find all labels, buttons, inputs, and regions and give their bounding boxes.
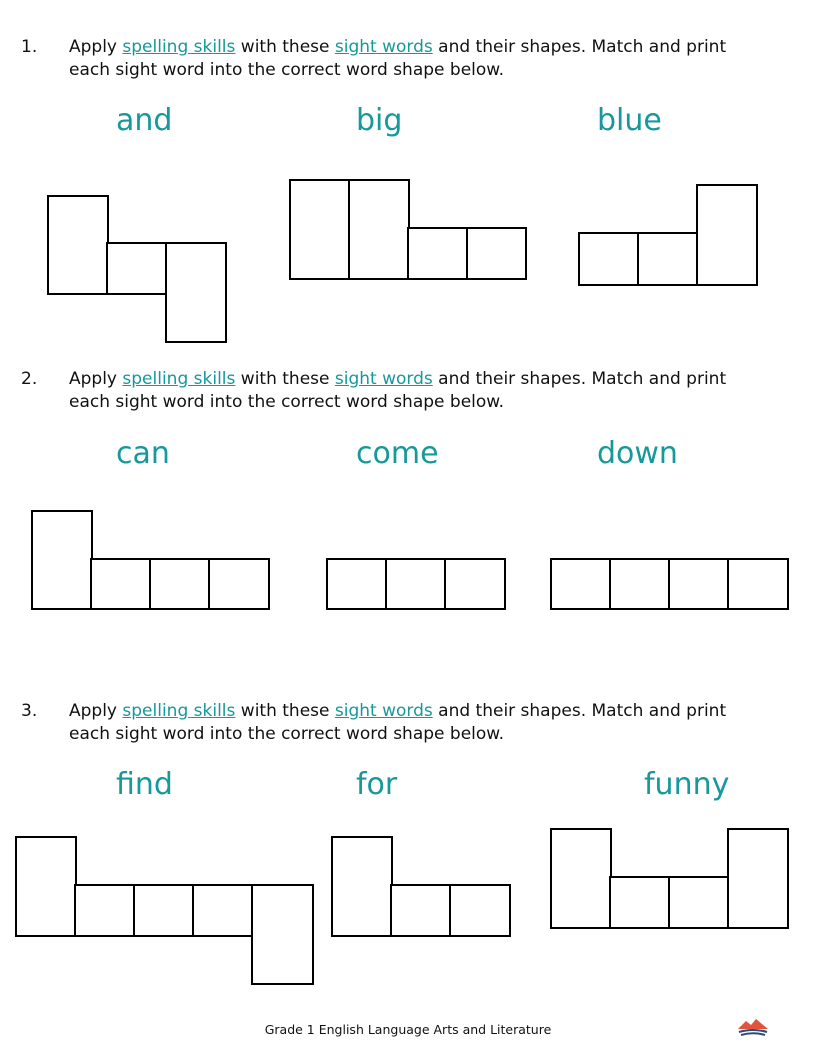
- letter-box[interactable]: [208, 558, 270, 610]
- letter-box[interactable]: [74, 884, 136, 937]
- sight-word: come: [356, 436, 439, 471]
- sight-word: blue: [597, 103, 662, 138]
- question-instructions: Apply spelling skills with these sight words and their shapes. Match and print each sight word into the correct word shape below.: [69, 701, 727, 744]
- question-number: 1.: [21, 37, 38, 57]
- letter-box[interactable]: [449, 884, 511, 937]
- letter-box[interactable]: [348, 179, 410, 280]
- letter-box[interactable]: [668, 558, 730, 610]
- letter-box[interactable]: [106, 242, 168, 295]
- letter-box[interactable]: [637, 232, 699, 286]
- letter-box[interactable]: [31, 510, 93, 610]
- letter-box[interactable]: [609, 558, 671, 610]
- question-instructions: Apply spelling skills with these sight words and their shapes. Match and print each sight word into the correct word shape below.: [69, 369, 727, 412]
- publisher-logo-icon: [736, 1016, 770, 1038]
- question-number: 2.: [21, 369, 38, 389]
- letter-box[interactable]: [331, 836, 393, 937]
- letter-box[interactable]: [668, 876, 730, 929]
- page-footer: Grade 1 English Language Arts and Literature: [264, 1022, 552, 1037]
- letter-box[interactable]: [385, 558, 447, 610]
- sight-word: down: [597, 436, 678, 471]
- letter-box[interactable]: [165, 242, 227, 343]
- sight-words-link[interactable]: sight words: [334, 701, 433, 721]
- letter-box[interactable]: [550, 828, 612, 929]
- letter-box[interactable]: [192, 884, 254, 937]
- letter-box[interactable]: [133, 884, 195, 937]
- letter-box[interactable]: [609, 876, 671, 929]
- letter-box[interactable]: [466, 227, 527, 280]
- sight-words-link[interactable]: sight words: [334, 37, 433, 57]
- sight-word: and: [116, 103, 173, 138]
- letter-box[interactable]: [289, 179, 351, 280]
- letter-box[interactable]: [696, 184, 758, 286]
- spelling-skills-link[interactable]: spelling skills: [122, 37, 236, 57]
- sight-words-link[interactable]: sight words: [334, 369, 433, 389]
- question-instructions: Apply spelling skills with these sight words and their shapes. Match and print each sight word into the correct word shape below.: [69, 37, 727, 80]
- letter-box[interactable]: [550, 558, 612, 610]
- letter-box[interactable]: [326, 558, 388, 610]
- sight-word: big: [356, 103, 403, 138]
- letter-box[interactable]: [407, 227, 469, 280]
- letter-box[interactable]: [390, 884, 452, 937]
- sight-word: can: [116, 436, 170, 471]
- letter-box[interactable]: [578, 232, 640, 286]
- spelling-skills-link[interactable]: spelling skills: [122, 369, 236, 389]
- letter-box[interactable]: [149, 558, 211, 610]
- question-number: 3.: [21, 701, 38, 721]
- spelling-skills-link[interactable]: spelling skills: [122, 701, 236, 721]
- letter-box[interactable]: [47, 195, 109, 295]
- letter-box[interactable]: [251, 884, 314, 985]
- sight-word: for: [356, 767, 398, 802]
- letter-box[interactable]: [15, 836, 77, 937]
- letter-box[interactable]: [90, 558, 152, 610]
- letter-box[interactable]: [727, 558, 789, 610]
- sight-word: funny: [644, 767, 730, 802]
- letter-box[interactable]: [727, 828, 789, 929]
- letter-box[interactable]: [444, 558, 506, 610]
- sight-word: find: [116, 767, 173, 802]
